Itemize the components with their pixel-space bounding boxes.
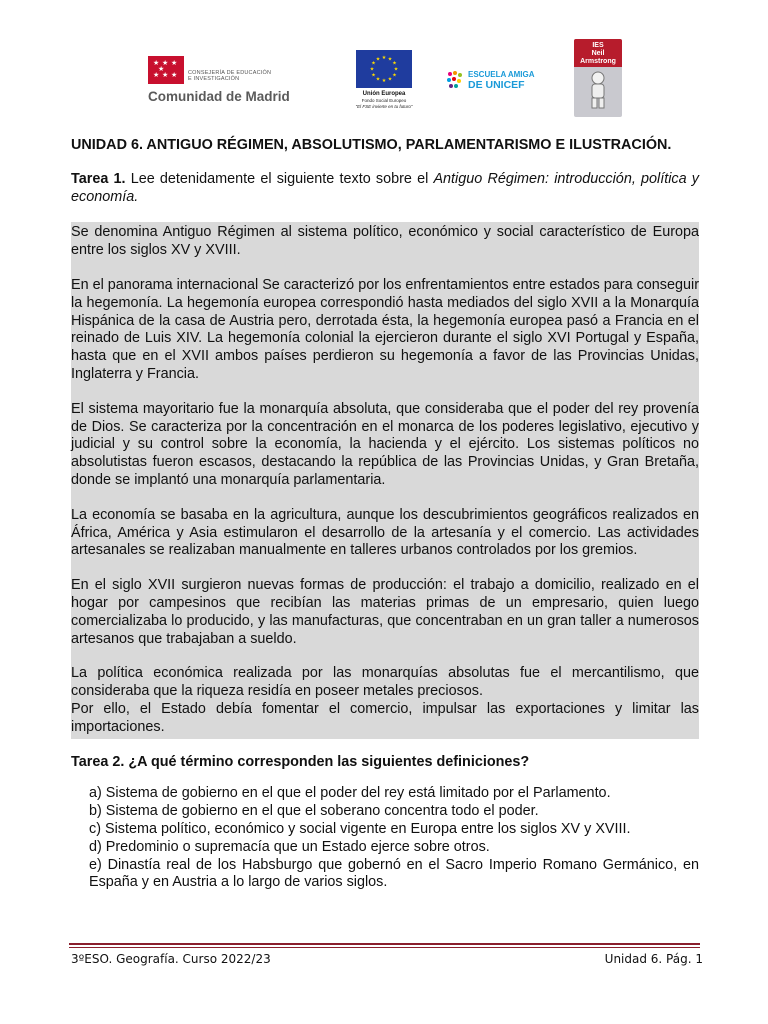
footer-rule-thin: [69, 947, 700, 948]
comunidad-madrid-logo: [148, 56, 318, 106]
reading-paragraph: Se denomina Antiguo Régimen al sistema político, económico y social característico de Europa entre los siglos XV y XVIII.: [71, 224, 699, 259]
svg-text:★: ★: [381, 78, 387, 84]
svg-text:★: ★: [392, 60, 397, 67]
footer-rule: [69, 943, 700, 945]
madrid-name: Comunidad de Madrid: [148, 89, 290, 104]
definition-item: b) Sistema de gobierno en el que el soberano concentra todo el poder.: [89, 803, 539, 820]
svg-text:★: ★: [371, 60, 376, 67]
svg-text:★: ★: [393, 66, 399, 73]
header-logos: [0, 36, 768, 126]
task1-instruction: [71, 171, 699, 207]
unit-title: UNIDAD 6. ANTIGUO RÉGIMEN, ABSOLUTISMO, PARLAMENTARISMO E ILUSTRACIÓN.: [71, 137, 672, 153]
svg-text:★: ★: [369, 66, 375, 73]
eu-motto: "El FSE invierte en tu futuro": [355, 103, 413, 109]
eu-fund: Fondo Social Europeo: [361, 98, 407, 103]
reading-text: [71, 222, 699, 738]
svg-text:★: ★: [375, 76, 381, 83]
svg-text:★: ★: [387, 56, 393, 63]
reading-paragraph: En el siglo XVII surgieron nuevas formas de producción: el trabajo a domicilio, realizado en el hogar por campesinos que recibían las materias primas de un empresario, quien luego comercializaba lo producido, y las manufacturas, que concentraban en un gran taller a numerosos artesanos que trabajaban a sueldo.: [71, 577, 699, 647]
task1-label: Tarea 1.: [71, 170, 126, 187]
madrid-flag-icon: ★ ★ ★ ★ ★ ★ ★: [148, 56, 184, 84]
svg-text:★: ★: [381, 55, 387, 61]
reading-paragraph: La economía se basaba en la agricultura, aunque los descubrimientos geográficos realizados en África, América y Asia estimularon el desarrollo de la artesanía y el comercio. Las actividades artesanales se realizaban manualmente en talleres urbanos controlados por los gremios.: [71, 506, 699, 559]
unicef-line2: DE UNICEF: [468, 79, 525, 91]
reading-paragraph: Por ello, el Estado debía fomentar el comercio, impulsar las exportaciones y limitar las importaciones.: [71, 700, 699, 735]
unicef-line1: ESCUELA AMIGA: [468, 70, 535, 79]
reading-paragraph: El sistema mayoritario fue la monarquía absoluta, que consideraba que el poder del rey provenía de Dios. Se caracteriza por la concentración en el monarca de los poderes legislativo, ejecutivo y judicial y su control sobre la economía, la hacienda y el ejército. Los sistemas políticos no absolutistas fueron escasos, destacando la república de las Provincias Unidas, y Gran Bretaña, donde se implantó una monarquía parlamentaria.: [71, 400, 699, 488]
eu-flag-icon: [356, 50, 412, 88]
task2-title: Tarea 2. ¿A qué término corresponden las siguientes definiciones?: [71, 753, 530, 770]
reading-paragraph: En el panorama internacional Se caracterizó por los enfrentamientos entre estados para conseguir la hegemonía. La hegemonía europea correspondió hasta mediados del siglo XVII a la Monarquía Hispánica de la casa de Austria pero, derrotada ésta, la hegemonía europea pasó a Francia en el reinado de Luis XIV. La hegemonía colonial la ejercieron durante el siglo XVI Portugal y España, hasta que en el XVII ambos países perdieron su hegemonía a favor de las Provincias Unidas, Inglaterra y Francia.: [71, 276, 699, 382]
svg-text:★: ★: [371, 72, 376, 79]
definition-item: d) Predominio o supremacía que un Estado ejerce sobre otros.: [89, 838, 490, 855]
svg-text:★: ★: [375, 56, 381, 63]
school-logo: [574, 39, 622, 117]
unicef-dots-icon: [446, 70, 466, 92]
reading-paragraph: La política económica realizada por las monarquías absolutas fue el mercantilismo, que consideraba que la riqueza residía en poseer metales preciosos.: [71, 665, 699, 700]
definition-item: c) Sistema político, económico y social vigente en Europa entre los siglos XV y XVIII.: [89, 820, 631, 837]
task1-text: Lee detenidamente el siguiente texto sobre el: [130, 170, 429, 187]
astronaut-icon: [586, 71, 610, 111]
definition-item: a) Sistema de gobierno en el que el poder del rey está limitado por el Parlamento.: [89, 785, 611, 802]
footer-page: Unidad 6. Pág. 1: [604, 952, 703, 966]
eu-name: Unión Europea: [362, 91, 406, 97]
svg-text:★: ★: [387, 76, 393, 83]
svg-text:★: ★: [392, 72, 397, 79]
eu-logo: [346, 50, 422, 120]
madrid-subtitle: CONSEJERÍA DE EDUCACIÓN E INVESTIGACIÓN: [188, 70, 272, 82]
footer-course: 3ºESO. Geografía. Curso 2022/23: [71, 952, 271, 966]
school-name: IES Neil Armstrong: [580, 42, 616, 65]
document-body: [71, 137, 699, 892]
unicef-logo: [446, 68, 536, 98]
definition-item: e) Dinastía real de los Habsburgo que gobernó en el Sacro Imperio Romano Germánico, en España y en Austria a lo largo de varios siglos.: [89, 856, 699, 891]
task1-topic: Antiguo Régimen: introducción, política y economía.: [71, 170, 699, 205]
definitions-list: [71, 785, 699, 892]
